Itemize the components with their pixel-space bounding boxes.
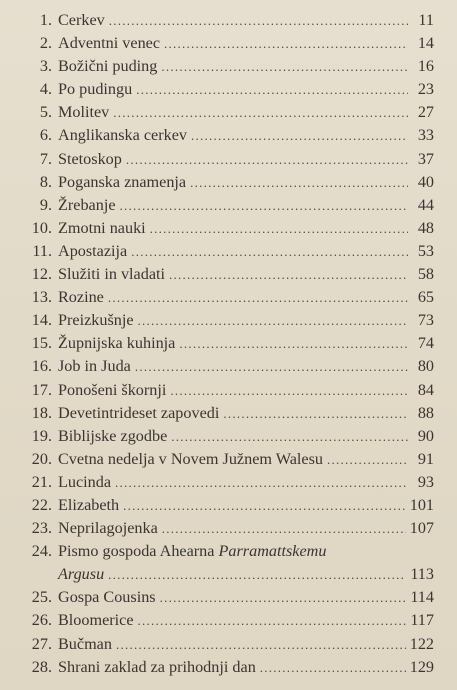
- entry-title: Poganska znamenja: [58, 172, 187, 191]
- dot-leader: [108, 286, 408, 309]
- entry-number: 20.: [31, 449, 52, 468]
- toc-entry: [14, 425, 434, 448]
- entry-title: Rozine: [58, 288, 104, 307]
- dot-leader: [126, 148, 408, 171]
- toc-entry: [14, 633, 434, 656]
- toc-entry: [14, 402, 434, 425]
- entry-number: 18.: [31, 403, 52, 422]
- toc-entry: [14, 355, 434, 378]
- entry-title: Job in Juda: [58, 357, 131, 376]
- entry-title: Lucinda: [58, 472, 112, 491]
- dot-leader: [135, 355, 408, 378]
- entry-title-italic-cont: Argusu: [58, 565, 105, 584]
- entry-number: 1.: [39, 11, 52, 29]
- entry-number: 4.: [39, 80, 52, 99]
- dot-leader: [138, 609, 407, 632]
- toc-entry: [14, 471, 434, 494]
- entry-page: 80: [417, 357, 434, 376]
- entry-title: Zmotni nauki: [58, 218, 146, 237]
- entry-page: 48: [417, 218, 434, 237]
- dot-leader: [169, 263, 408, 286]
- dot-leader: [327, 448, 408, 471]
- toc-entry: [14, 194, 434, 217]
- toc-entry-continuation: [14, 563, 434, 586]
- dot-leader: [150, 217, 408, 240]
- entry-title: Božični puding: [58, 57, 158, 76]
- dot-leader: [170, 379, 408, 402]
- toc-entry: [14, 148, 434, 171]
- entry-title: Apostazija: [58, 241, 128, 260]
- entry-page: 33: [417, 126, 434, 145]
- entry-number: 24.: [31, 542, 52, 561]
- dot-leader: [164, 32, 408, 55]
- entry-title: Cerkev: [58, 11, 105, 29]
- entry-number: 27.: [31, 634, 52, 653]
- entry-page: 73: [417, 311, 434, 330]
- toc-entry: [14, 78, 434, 101]
- entry-title: Po pudingu: [58, 80, 133, 99]
- entry-page: 93: [417, 472, 434, 491]
- entry-number: 16.: [31, 357, 52, 376]
- toc-entry: [14, 609, 434, 632]
- entry-title: [52, 540, 326, 563]
- entry-page: 58: [417, 265, 434, 284]
- entry-number: 7.: [39, 149, 52, 168]
- toc-entry: [14, 217, 434, 240]
- entry-title: Gospa Cousins: [58, 588, 156, 607]
- entry-title: Cvetna nedelja v Novem Južnem Walesu: [58, 449, 323, 468]
- entry-number: 3.: [39, 57, 52, 76]
- dot-leader: [136, 78, 408, 101]
- entry-number: 10.: [31, 218, 52, 237]
- entry-page: 23: [417, 80, 434, 99]
- entry-title: Preizkušnje: [58, 311, 134, 330]
- entry-title: Župnijska kuhinja: [58, 334, 176, 353]
- entry-page: 114: [410, 588, 434, 607]
- toc-entry: [14, 379, 434, 402]
- toc-entry: [14, 309, 434, 332]
- dot-leader: [179, 332, 408, 355]
- entry-number: 5.: [39, 103, 52, 122]
- toc-entry: [14, 55, 434, 78]
- entry-title: Služiti in vladati: [58, 265, 166, 284]
- entry-title-continuation: [52, 563, 104, 586]
- toc-entry: [14, 124, 434, 147]
- entry-page: 27: [417, 103, 434, 122]
- entry-page: 129: [409, 657, 434, 676]
- entry-page: 53: [417, 241, 434, 260]
- entry-number: 8.: [39, 172, 52, 191]
- dot-leader: [109, 9, 408, 32]
- entry-page: 14: [417, 34, 434, 53]
- entry-number: 26.: [31, 611, 52, 630]
- entry-title-italic: Parramattskemu: [218, 542, 327, 561]
- toc-entry: [14, 540, 434, 563]
- entry-number: 15.: [31, 334, 52, 353]
- entry-number: 17.: [31, 380, 52, 399]
- dot-leader: [116, 633, 406, 656]
- entry-page: 16: [417, 57, 434, 76]
- entry-page: 74: [417, 334, 434, 353]
- entry-page: 37: [417, 149, 434, 168]
- toc-entry: [14, 240, 434, 263]
- dot-leader: [162, 517, 406, 540]
- entry-title: Anglikanska cerkev: [58, 126, 188, 145]
- entry-page: 122: [409, 634, 434, 653]
- dot-leader: [108, 563, 406, 586]
- toc-entry: [14, 171, 434, 194]
- toc-entry: [14, 586, 434, 609]
- entry-page: 40: [417, 172, 434, 191]
- dot-leader: [131, 240, 408, 263]
- entry-number: 21.: [31, 472, 52, 491]
- toc-entry: [14, 9, 434, 32]
- toc-entry: [14, 494, 434, 517]
- entry-number: 28.: [31, 657, 52, 676]
- entry-number: 6.: [39, 126, 52, 145]
- dot-leader: [120, 194, 408, 217]
- table-of-contents: [14, 9, 434, 679]
- dot-leader: [161, 55, 408, 78]
- toc-entry: [14, 656, 434, 679]
- toc-entry: [14, 32, 434, 55]
- entry-page: 88: [417, 403, 434, 422]
- dot-leader: [190, 171, 408, 194]
- entry-title: Adventni venec: [58, 34, 161, 53]
- dot-leader: [123, 494, 406, 517]
- entry-page: 65: [417, 288, 434, 307]
- entry-title: Žrebanje: [58, 195, 116, 214]
- entry-page: 113: [410, 565, 434, 584]
- entry-title: Molitev: [58, 103, 110, 122]
- entry-number: 11.: [32, 241, 52, 260]
- entry-page: 91: [417, 449, 434, 468]
- entry-page: 44: [417, 195, 434, 214]
- entry-number: 13.: [31, 288, 52, 307]
- toc-entry: [14, 448, 434, 471]
- dot-leader: [138, 309, 408, 332]
- toc-entry: [14, 332, 434, 355]
- entry-page: 84: [417, 380, 434, 399]
- entry-title: Devetintrideset zapovedi: [58, 403, 220, 422]
- entry-title: Bučman: [58, 634, 112, 653]
- entry-title: Ponošeni škornji: [58, 380, 167, 399]
- entry-number: 14.: [31, 311, 52, 330]
- toc-entry: [14, 263, 434, 286]
- dot-leader: [223, 402, 408, 425]
- entry-title-plain: Pismo gospoda Ahearna: [58, 542, 219, 561]
- toc-entry: [14, 101, 434, 124]
- entry-page: 11: [418, 11, 434, 29]
- dot-leader: [171, 425, 408, 448]
- entry-page: 117: [410, 611, 434, 630]
- entry-title: Shrani zaklad za prihodnji dan: [58, 657, 256, 676]
- entry-page: 90: [417, 426, 434, 445]
- entry-number: 23.: [31, 519, 52, 538]
- dot-leader: [160, 586, 407, 609]
- dot-leader: [260, 656, 406, 679]
- entry-number: 22.: [31, 495, 52, 514]
- toc-entry: [14, 517, 434, 540]
- entry-title: Bloomerice: [58, 611, 134, 630]
- toc-entry: [14, 286, 434, 309]
- entry-title: Stetoskop: [58, 149, 122, 168]
- entry-title: Neprilagojenka: [58, 519, 158, 538]
- entry-number: 12.: [31, 265, 52, 284]
- dot-leader: [191, 124, 408, 147]
- entry-number: 25.: [31, 588, 52, 607]
- dot-leader: [113, 101, 408, 124]
- entry-number: 9.: [39, 195, 52, 214]
- dot-leader: [115, 471, 408, 494]
- entry-number: 2.: [39, 34, 52, 53]
- entry-number: 19.: [31, 426, 52, 445]
- entry-title: Biblijske zgodbe: [58, 426, 168, 445]
- entry-title: Elizabeth: [58, 495, 120, 514]
- entry-page: 101: [409, 495, 434, 514]
- entry-page: 107: [409, 519, 434, 538]
